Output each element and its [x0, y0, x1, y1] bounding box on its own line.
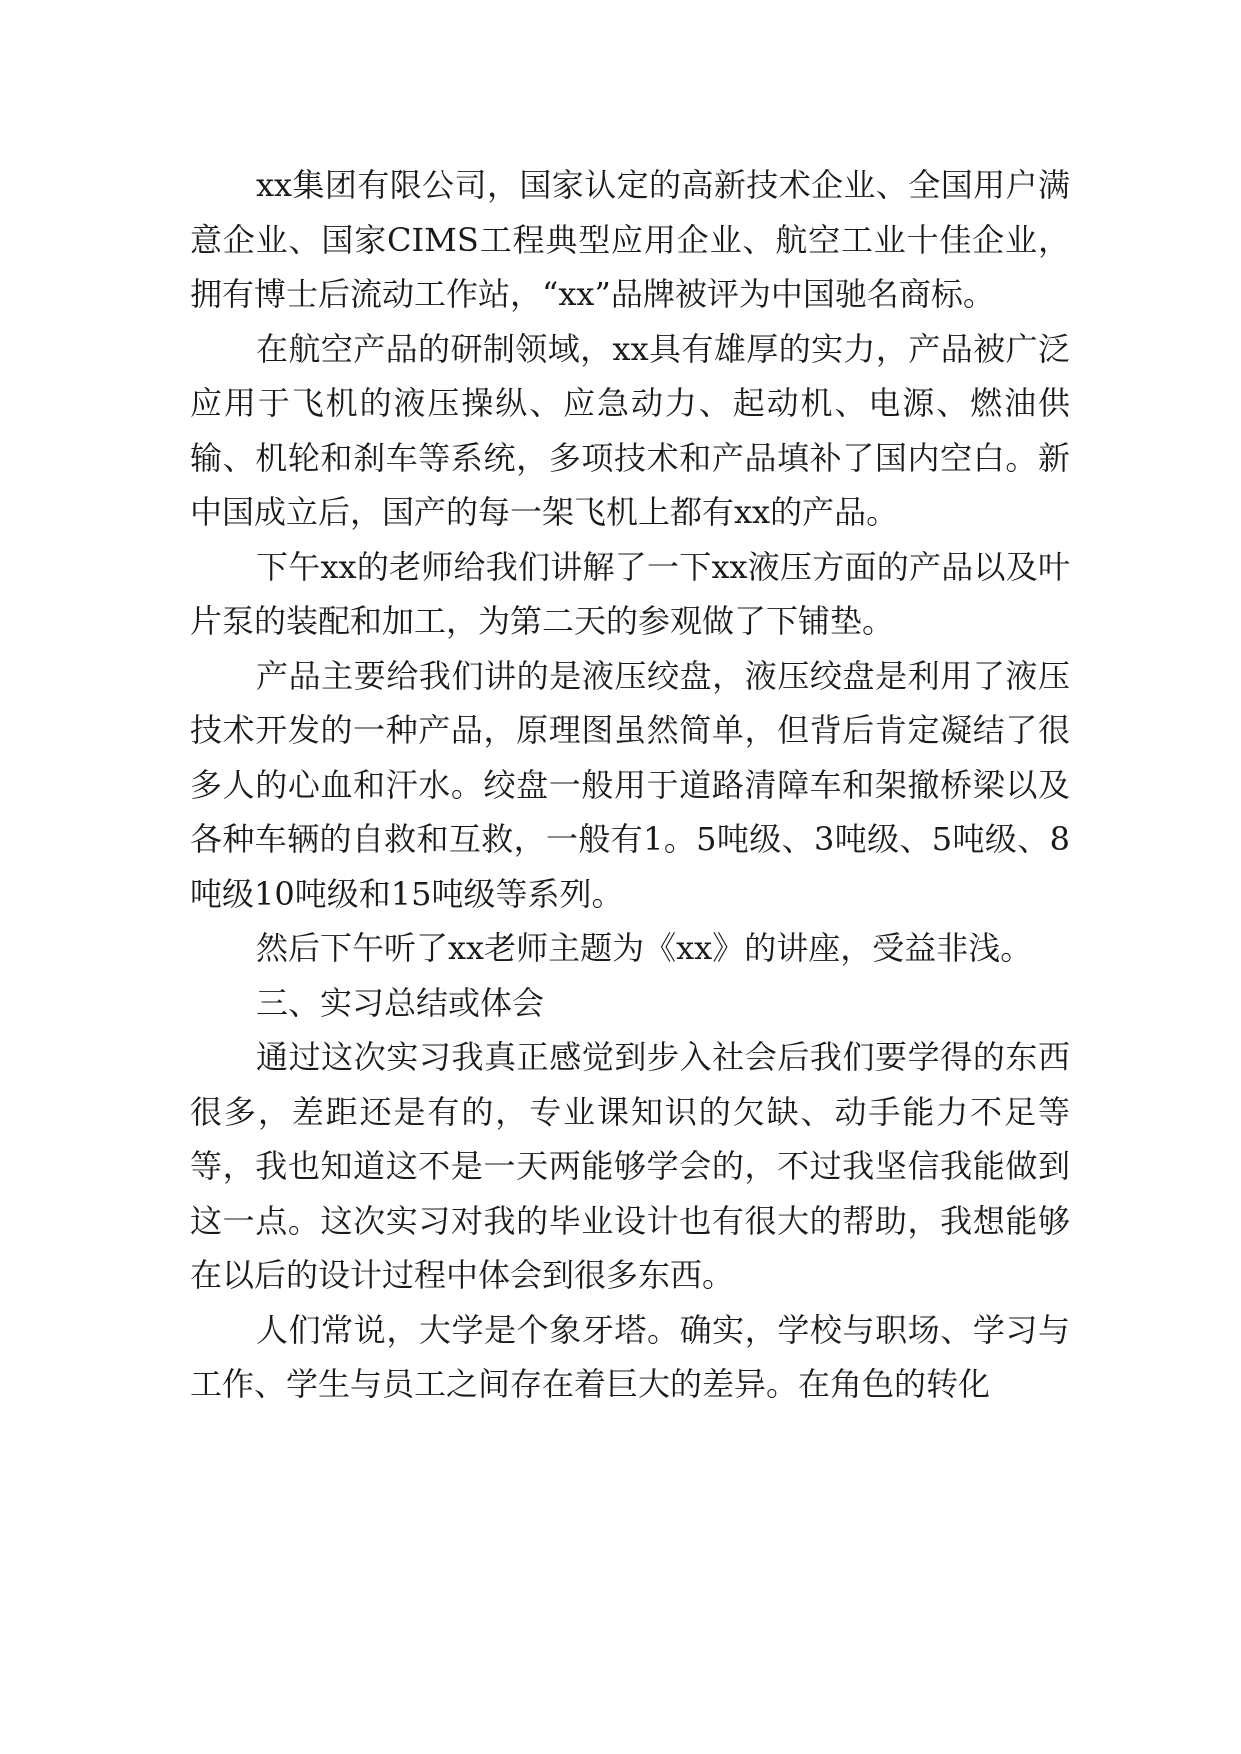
paragraph-ivory-tower: 人们常说，大学是个象牙塔。确实，学校与职场、学习与工作、学生与员工之间存在着巨大的差异。在角色的转化 — [190, 1310, 1070, 1403]
document-body — [190, 158, 1070, 1412]
paragraph-company-intro: xx集团有限公司，国家认定的高新技术企业、全国用户满意企业、国家CIMS工程典型应用企业、航空工业十佳企业，拥有博士后流动工作站，“xx”品牌被评为中国驰名商标。 — [190, 166, 1070, 313]
section-heading-summary: 三、实习总结或体会 — [256, 983, 545, 1022]
paragraph-afternoon-lecture: 下午xx的老师给我们讲解了一下xx液压方面的产品以及叶片泵的装配和加工，为第二天的参观做了下铺垫。 — [190, 547, 1070, 640]
paragraph-hydraulic-winch: 产品主要给我们讲的是液压绞盘，液压绞盘是利用了液压技术开发的一种产品，原理图虽然简单，但背后肯定凝结了很多人的心血和汗水。绞盘一般用于道路清障车和架撤桥梁以及各种车辆的自救和互救，一般有1。5吨级、3吨级、5吨级、8吨级10吨级和15吨级等系列。 — [190, 656, 1070, 913]
paragraph-seminar: 然后下午听了xx老师主题为《xx》的讲座，受益非浅。 — [256, 929, 1033, 967]
paragraph-aviation-products: 在航空产品的研制领域，xx具有雄厚的实力，产品被广泛应用于飞机的液压操纵、应急动力、起动机、电源、燃油供输、机轮和刹车等系统，多项技术和产品填补了国内空白。新中国成立后，国产的每一架飞机上都有xx的产品。 — [190, 329, 1070, 531]
paragraph-internship-reflection: 通过这次实习我真正感觉到步入社会后我们要学得的东西很多，差距还是有的，专业课知识的欠缺、动手能力不足等等，我也知道这不是一天两能够学会的，不过我坚信我能做到这一点。这次实习对我的毕业设计也有很大的帮助，我想能够在以后的设计过程中体会到很多东西。 — [190, 1038, 1070, 1294]
